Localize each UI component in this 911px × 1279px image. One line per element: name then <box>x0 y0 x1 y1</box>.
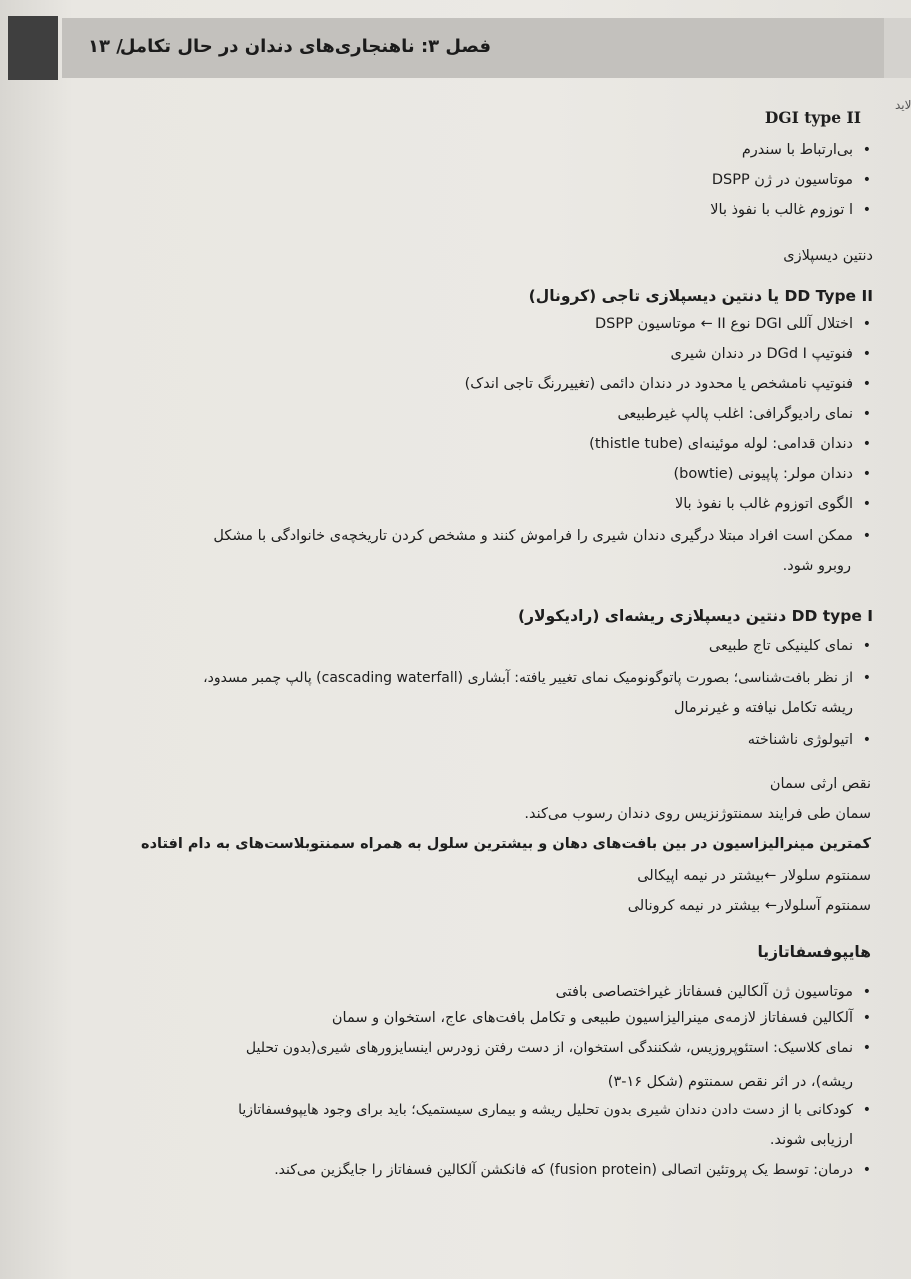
list-item: نمای کلینیکی تاج طبیعی <box>708 638 853 654</box>
list-item-continuation: ریشه)، در اثر نقص سمنتوم (شکل ۱۶-۳) <box>607 1074 853 1090</box>
bullet-icon: • <box>862 202 871 218</box>
cementum-title: نقص ارثی سمان <box>769 776 871 792</box>
list-item: موتاسیون در ژن DSPP <box>711 172 853 188</box>
list-item-continuation: ارزیابی شوند. <box>769 1132 853 1148</box>
list-item: اختلال آللی DGI نوع II ← موتاسیون DSPP <box>595 316 853 332</box>
bullet-icon: • <box>862 376 871 392</box>
bullet-icon: • <box>862 528 871 544</box>
dd1-title: DD type I دنتین دیسپلازی ریشه‌ای (رادیکولار) <box>518 607 873 625</box>
list-item: بی‌ارتباط با سندرم <box>741 142 853 158</box>
list-item: موتاسیون ژن آلکالین فسفاتاز غیراختصاصی بافتی <box>555 984 853 1000</box>
list-item: دندان مولر: پاپیونی (bowtie) <box>673 466 853 482</box>
list-item-continuation: ریشه تکامل نیافته و غیرنرمال <box>673 700 853 716</box>
list-item: ا توزوم غالب با نفوذ بالا <box>710 202 853 218</box>
hypophosphatasia-title: هایپوفسفاتازیا <box>757 943 871 961</box>
list-item: نمای رادیوگرافی: اغلب پالپ غیرطبیعی <box>617 406 853 422</box>
list-item: فنوتیپ DGd I در دندان شیری <box>670 346 853 362</box>
paragraph-line: کمترین مینرالیزاسیون در بین بافت‌های دهان و بیشترین سلول به همراه سمنتوبلاست‌های به دام افتاده <box>141 836 871 852</box>
bullet-icon: • <box>862 1040 871 1056</box>
list-item-continuation: روبرو شود. <box>782 558 851 574</box>
bullet-icon: • <box>862 436 871 452</box>
bullet-icon: • <box>862 1102 871 1118</box>
list-item: کودکانی با از دست دادن دندان شیری بدون تحلیل ریشه و بیماری سیستمیک؛ باید برای وجود هایپوفسفاتازیا <box>238 1102 853 1118</box>
bullet-icon: • <box>862 984 871 1000</box>
bullet-icon: • <box>862 1010 871 1026</box>
bullet-icon: • <box>862 466 871 482</box>
list-item: دندان قدامی: لوله موئینه‌ای (thistle tube) <box>589 436 853 452</box>
list-item: ممکن است افراد مبتلا درگیری دندان شیری را فراموش کنند و مشخص کردن تاریخچه‌ی خانوادگی با مشکل <box>213 528 853 544</box>
header-corner-block <box>8 16 58 80</box>
chapter-title: فصل ۳: ناهنجاری‌های دندان در حال تکامل <box>119 36 491 57</box>
side-fragment: لاید <box>895 98 911 112</box>
bullet-icon: • <box>862 638 871 654</box>
bullet-icon: • <box>862 346 871 362</box>
bullet-icon: • <box>862 496 871 512</box>
bullet-icon: • <box>862 142 871 158</box>
paragraph-line: سمنتوم آسلولار← بیشتر در نیمه کرونالی <box>627 898 871 914</box>
dgi2-title: DGI type II <box>764 108 861 127</box>
list-item: اتیولوژی ناشناخته <box>747 732 853 748</box>
list-item: نمای کلاسیک: استئوپروزیس، شکنندگی استخوان، از دست رفتن زودرس اینسایزورهای شیری(بدون تحلیل <box>245 1040 853 1056</box>
section-title: دنتین دیسپلازی <box>783 248 873 264</box>
bullet-icon: • <box>862 406 871 422</box>
page-number: ۱۳ / <box>88 36 123 57</box>
dd2-title: DD Type II یا دنتین دیسپلازی تاجی (کرونال) <box>528 287 873 305</box>
paragraph-line: سمان طی فرایند سمنتوژنزیس روی دندان رسوب می‌کند. <box>524 806 871 822</box>
paragraph-line: سمنتوم سلولار ←بیشتر در نیمه اپیکالی <box>637 868 871 884</box>
bullet-icon: • <box>862 172 871 188</box>
list-item: فنوتیپ نامشخص یا محدود در دندان دائمی (تغییررنگ تاجی اندک) <box>464 376 853 392</box>
bullet-icon: • <box>862 316 871 332</box>
list-item: آلکالین فسفاتاز لازمه‌ی مینرالیزاسیون طبیعی و تکامل بافت‌های عاج، استخوان و سمان <box>331 1010 853 1026</box>
list-item: درمان: توسط یک پروتئین اتصالی (fusion protein) که فانکشن آلکالین فسفاتاز را جایگزین می‌کند. <box>274 1162 853 1178</box>
bullet-icon: • <box>862 1162 871 1178</box>
bullet-icon: • <box>862 670 871 686</box>
list-item: از نظر بافت‌شناسی؛ بصورت پاتوگونومیک نمای تغییر یافته: آبشاری (cascading waterfall) پالپ چمبر مسدود، <box>203 670 853 686</box>
bullet-icon: • <box>862 732 871 748</box>
list-item: الگوی اتوزوم غالب با نفوذ بالا <box>674 496 853 512</box>
header-edge <box>884 18 911 78</box>
